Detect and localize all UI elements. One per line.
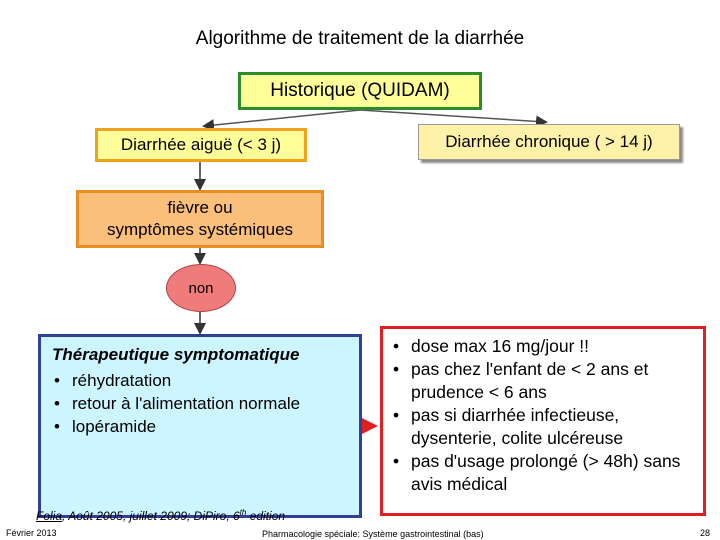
list-item: • pas si diarrhée infectieuse, dysenterie, colite ulcéreuse bbox=[391, 404, 696, 450]
non-node: non bbox=[166, 264, 236, 312]
aigue-node: Diarrhée aiguë (< 3 j) bbox=[95, 128, 307, 162]
list-item: • lopéramide bbox=[52, 415, 300, 438]
fievre-line-1: fièvre ou bbox=[167, 198, 233, 217]
list-item: • pas d'usage prolongé (> 48h) sans avis médical bbox=[391, 450, 696, 496]
list-item: • retour à l'alimentation normale bbox=[52, 392, 300, 415]
reference-note bbox=[36, 508, 285, 523]
page-number: 28 bbox=[700, 528, 711, 538]
fievre-node bbox=[76, 190, 324, 248]
arrow-to-aigue bbox=[205, 110, 360, 126]
loperamide-notes-list bbox=[391, 335, 696, 496]
footer-date: Février 2013 bbox=[6, 528, 57, 538]
loperamide-notes-box bbox=[380, 326, 706, 516]
historique-node: Historique (QUIDAM) bbox=[238, 72, 482, 110]
list-item: • pas chez l'enfant de < 2 ans et prudence < 6 ans bbox=[391, 358, 696, 404]
list-item: • dose max 16 mg/jour !! bbox=[391, 335, 696, 358]
therapeutique-heading: Thérapeutique symptomatique bbox=[52, 345, 300, 364]
list-item: • réhydratation bbox=[52, 369, 300, 392]
arrow-to-chronique bbox=[360, 110, 545, 122]
slide-title: Algorithme de traitement de la diarrhée bbox=[195, 28, 525, 49]
chronique-node: Diarrhée chronique ( > 14 j) bbox=[418, 124, 680, 160]
reference-tail: edition bbox=[246, 509, 286, 523]
reference-folia: Folia bbox=[36, 509, 63, 523]
therapeutique-list bbox=[52, 369, 300, 438]
footer-course: Pharmacologie spéciale: Système gastrointestinal (bas) bbox=[262, 529, 484, 539]
reference-text: , Août 2005, juillet 2009; DiPiro, 6 bbox=[62, 509, 240, 523]
therapeutique-box bbox=[38, 334, 362, 518]
reference-sup: th bbox=[239, 508, 247, 517]
fievre-line-2: symptômes systémiques bbox=[106, 220, 294, 239]
